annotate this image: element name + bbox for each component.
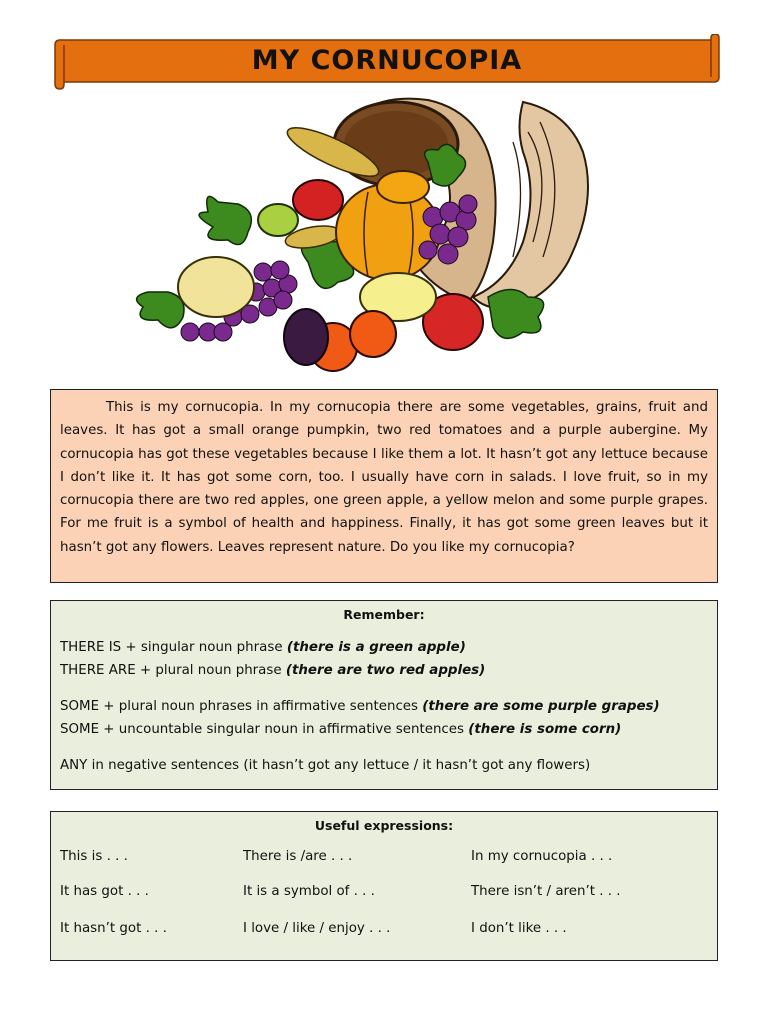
expression-item: This is . . . [60, 849, 128, 864]
expression-item: It has got . . . [60, 884, 149, 899]
rule-there-is: THERE IS + singular noun phrase (there is a green apple) [60, 640, 466, 655]
expressions-heading: Useful expressions: [314, 818, 454, 833]
title-banner [54, 34, 720, 86]
aubergine-icon [284, 309, 328, 365]
expressions-box [50, 811, 718, 961]
rule-any: ANY in negative sentences (it hasn’t got any lettuce / it hasn’t got any flowers) [60, 758, 591, 773]
expression-item: I love / like / enjoy . . . [243, 921, 391, 936]
remember-box [50, 600, 718, 790]
rule-some-plural: SOME + plural noun phrases in affirmative sentences (there are some purple grapes) [60, 699, 660, 714]
rule-some-uncountable: SOME + uncountable singular noun in affirmative sentences (there is some corn) [60, 722, 622, 737]
cornucopia-illustration [128, 92, 598, 377]
remember-heading: Remember: [343, 607, 425, 622]
expression-item: It is a symbol of . . . [243, 884, 375, 899]
story-box [50, 389, 718, 583]
expression-item: There is /are . . . [243, 849, 353, 864]
expression-item: I don’t like . . . [471, 921, 567, 936]
pumpkin-icon [336, 171, 440, 280]
melon-icon [178, 257, 254, 317]
expressions-grid [60, 847, 708, 957]
rule-there-are: THERE ARE + plural noun phrase (there are two red apples) [60, 663, 486, 678]
expression-item: In my cornucopia . . . [471, 849, 613, 864]
expression-item: There isn’t / aren’t . . . [471, 884, 621, 899]
page-title: MY CORNUCOPIA [251, 45, 523, 76]
expression-item: It hasn’t got . . . [60, 921, 167, 936]
story-text: This is my cornucopia. In my cornucopia there are some vegetables, grains, fruit and leaves. It has got a small orange pumpkin, two red tomatoes and a purple aubergine. My cornucopia has got these vegetables because I like them a lot. It hasn’t got any lettuce because I don’t like it. It has got some corn, too. I usually have corn in salads. I love fruit, so in my cornucopia there are two red apples, one green apple, a yellow melon and some purple grapes. For me fruit is a symbol of health and happiness. Finally, it has got some green leaves but it hasn’t got any flowers. Leaves represent nature. Do you like my cornucopia? [60, 400, 708, 555]
